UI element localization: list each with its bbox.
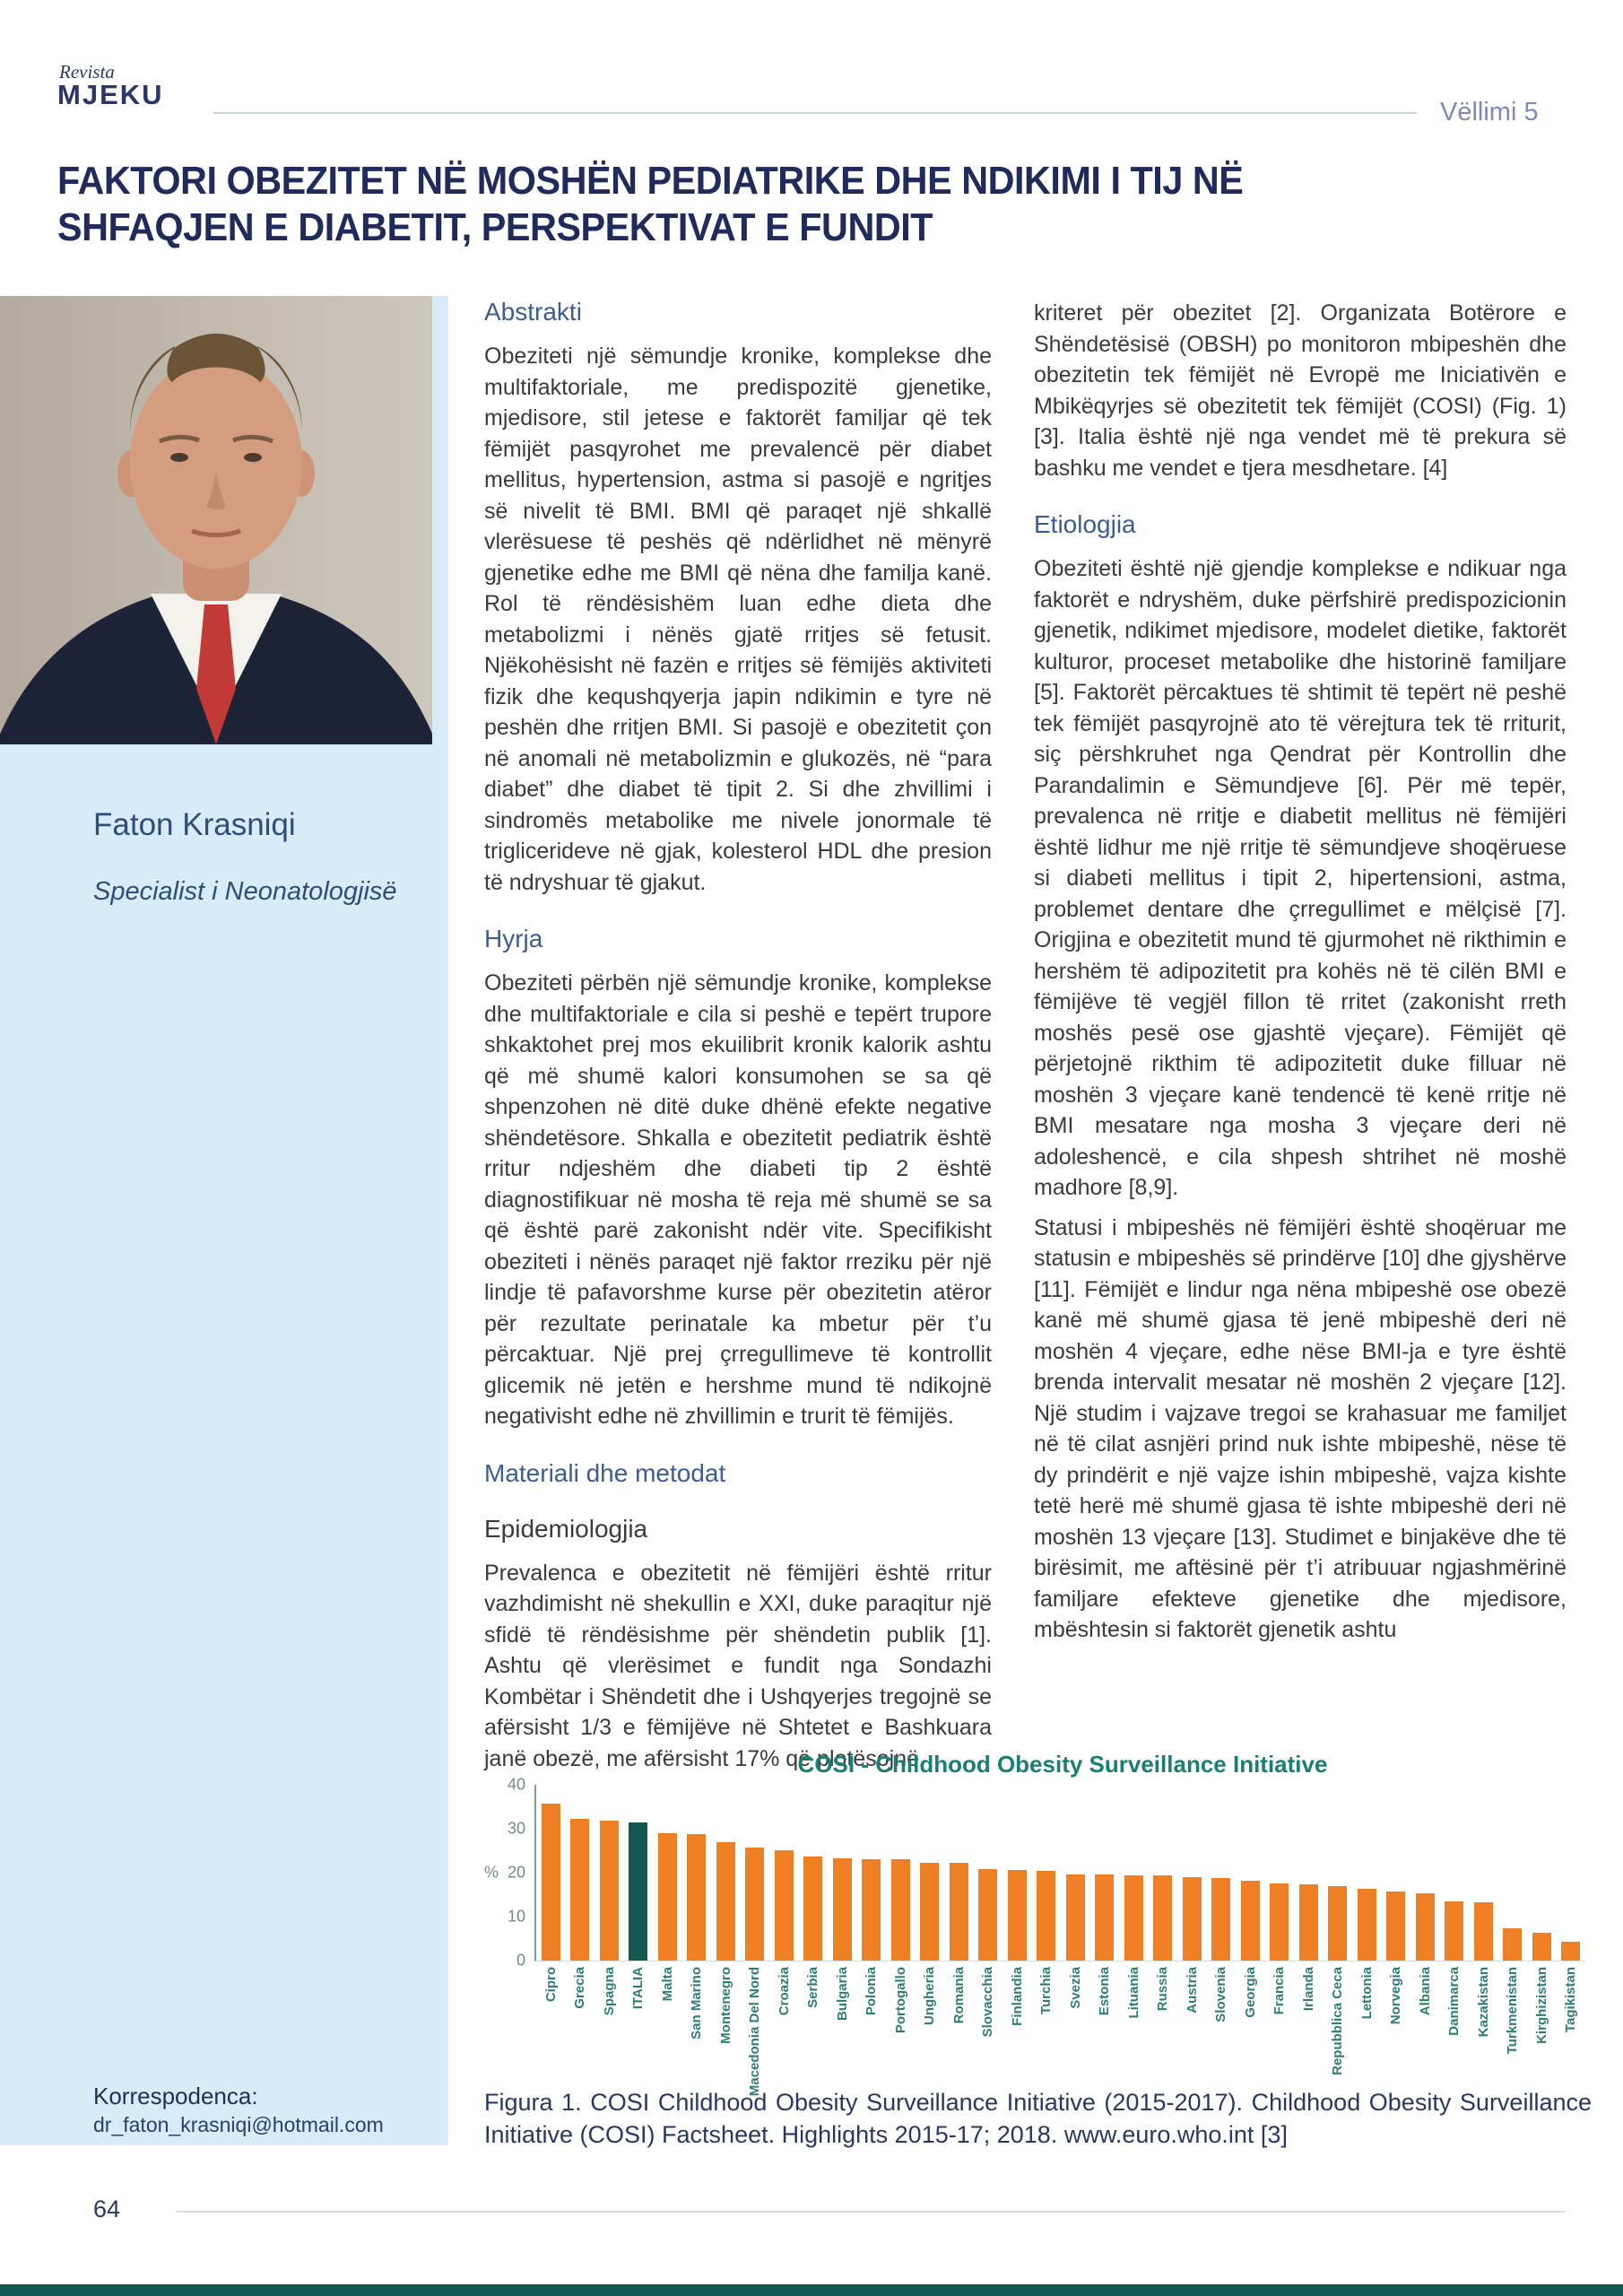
bar-portogallo	[891, 1859, 910, 1961]
section-heading: Epidemiologjia	[484, 1514, 648, 1543]
x-tick-label: Albania	[1417, 1967, 1433, 2016]
bar-kirghizistan	[1532, 1933, 1551, 1961]
bar-estonia	[1095, 1874, 1114, 1961]
section-heading: Hyrja	[484, 925, 543, 952]
bar-tagikistan	[1561, 1942, 1580, 1961]
bar-austria	[1183, 1877, 1202, 1961]
bar-italia	[629, 1822, 647, 1961]
article-title: FAKTORI OBEZITET NË MOSHËN PEDIATRIKE DHE NDIKIMI I TIJ NË SHFAQJEN E DIABETIT, PERSPEKTIVAT E FUNDIT	[57, 159, 1244, 249]
author-panel	[0, 296, 448, 2145]
x-tick-label: Turkmenistan	[1505, 1967, 1521, 2055]
x-tick-label: Ungheria	[922, 1967, 938, 2026]
bar-spagna	[600, 1821, 619, 1961]
volume-label: Vëllimi 5	[1440, 98, 1539, 126]
x-tick-label: Romania	[950, 1967, 967, 2024]
x-tick-label: Tagikistan	[1563, 1967, 1579, 2033]
bar-croazia	[775, 1850, 794, 1961]
paragraph: Prevalenca e obezitetit në fëmijëri është rritur vazhdimisht në shekullin e XXI, duke paraqitur një sfidë të rëndësishme për shëndetin publik [1]. Ashtu që vlerësimet e fundit nga Sondazhi Kombëtar i Shëndetit dhe i Ushqyerjes tregojnë se afërsisht 1/3 e fëmijëve në Shtetet e Bashkuara janë obezë, me afërsisht 17% që plotësojnë	[484, 1560, 992, 1771]
x-tick-label: Slovacchia	[980, 1967, 996, 2038]
bottom-accent-bar	[0, 2284, 1623, 2296]
section-heading: Abstrakti	[484, 298, 582, 326]
cosi-bar-chart	[484, 1751, 1585, 2119]
x-tick-label: Repubblica Ceca	[1330, 1967, 1346, 2075]
bar-turchia	[1037, 1871, 1055, 1961]
x-tick-label: Polonia	[864, 1967, 880, 2016]
x-tick-label: Kazakistan	[1475, 1967, 1491, 2038]
column-middle	[484, 298, 992, 1783]
bar-san-marino	[687, 1834, 706, 1961]
bar-slovacchia	[978, 1869, 997, 1961]
y-tick-label: 10	[507, 1907, 525, 1926]
figure-caption: Figura 1. COSI Childhood Obesity Surveillance Initiative (2015-2017). Childhood Obesity Surveillance Initiative (COSI) Factsheet. Highlights 2015-17; 2018. www.euro.who.int [3]	[484, 2089, 1592, 2149]
x-tick-label: Malta	[659, 1967, 675, 2002]
chart-plot-area	[534, 1785, 1585, 1961]
paragraph: Statusi i mbipeshës në fëmijëri është shoqëruar me statusin e mbipeshës së prindërve [10] dhe gjyshërve [11]. Fëmijët e lindur nga nëna mbipeshë ose obezë kanë më shumë gjasa të jenë mbipeshë deri në moshën 4 vjeçare, edhe nëse BMI-ja e tyre është brenda intervalit mesatar në moshën 2 vjeçare [12]. Një studim i vajzave tregoi se krahasuar me familjet në të cilat asnjëri prind nuk ishte mbipeshë, nëse të dy prindërit e një vajze ishin mbipeshë, vajza kishte tetë herë më shumë gjasa të ishte mbipeshë deri në moshën 13 vjeçare [13]. Studimet e binjakëve dhe të birësimit, me aftësinë për t’i atribuuar ngjashmërinë familjare efekteve gjenetike dhe mjedisore, mbështesin si faktorët gjenetik ashtu	[1034, 1214, 1567, 1642]
x-tick-label: Lituania	[1125, 1967, 1141, 2019]
bar-finlandia	[1008, 1870, 1027, 1961]
x-tick-label: Irlanda	[1300, 1967, 1316, 2012]
author-photo	[0, 296, 432, 744]
bar-macedonia-del-nord	[745, 1848, 764, 1961]
bar-georgia	[1241, 1881, 1260, 1961]
chart-title: COSI - Childhood Obesity Surveillance Initiative	[797, 1751, 1328, 1778]
bar-repubblica-ceca	[1328, 1886, 1347, 1961]
chart-y-axis	[484, 1775, 534, 1970]
bar-polonia	[862, 1859, 881, 1961]
x-tick-label: Norvegia	[1388, 1967, 1404, 2025]
x-tick-label: Spagna	[601, 1967, 617, 2016]
paragraph: Obeziteti një sëmundje kronike, komplekse dhe multifaktoriale, me predispozitë gjenetike, mjedisore, stil jetese e faktorët familjar që tek fëmijët pasqyrohet me prevalencë për diabet mellitus, hypertension, astma si pasojë e ngritjes së nivelit të BMI. BMI që paraqet një shkallë vlerësuese të peshës që ndërlidhet në mënyrë gjenetike edhe me BMI që nëna dhe familja kanë. Rol të rëndësishëm luan edhe dieta dhe metabolizmi i nënës gjatë rritjes së fetusit. Njëkohësisht në fazën e rritjes së fëmijës aktiviteti fizik dhe kequshqyerja japin ndikimin e tyre në peshën dhe rritjen BMI. Si pasojë e obezitetit çon në anomali në metabolizmin e glukozës, në “para diabet” dhe diabet të tipit 2. Si dhe zhvillimi i sindromës metabolike me nivele jonormale të triglicerideve në gjak, kolesterol HDL dhe presion të ndryshuar të gjakut.	[484, 344, 992, 895]
x-tick-label: Finlandia	[1009, 1967, 1025, 2026]
bar-russia	[1153, 1875, 1172, 1961]
y-tick-label: 20	[507, 1863, 525, 1882]
x-tick-label: Svezia	[1067, 1967, 1083, 2009]
bar-albania	[1416, 1893, 1435, 1961]
x-tick-label: Croazia	[776, 1967, 792, 2016]
chart-y-axis-unit: %	[484, 1863, 499, 1882]
x-tick-label: San Marino	[689, 1967, 705, 2039]
x-tick-label: ITALIA	[630, 1967, 647, 2010]
x-tick-label: Serbia	[805, 1967, 821, 2008]
bar-romania	[950, 1863, 968, 1961]
paragraph: kriteret për obezitet [2]. Organizata Botërore e Shëndetësisë (OBSH) po monitoron mbipeshën dhe obezitetin tek fëmijët në Evropë me Iniciativën e Mbikëqyrjes së obezitetit tek fëmijët (COSI) (Fig. 1) [3]. Italia është një nga vendet më të prekura së bashku me vendet e tjera mesdhetare. [4]	[1034, 300, 1567, 481]
journal-logo-mjeku: MJEKU	[57, 79, 164, 110]
x-tick-label: Portogallo	[892, 1967, 908, 2034]
x-tick-label: Estonia	[1097, 1967, 1113, 2016]
y-tick-label: 40	[507, 1775, 525, 1794]
x-tick-label: Georgia	[1242, 1967, 1258, 2018]
bar-slovenia	[1211, 1878, 1230, 1961]
bar-cipro	[542, 1804, 560, 1961]
bar-grecia	[570, 1819, 589, 1961]
x-tick-label: Grecia	[572, 1967, 588, 2009]
correspondence-email: dr_faton_krasniqi@hotmail.com	[93, 2113, 384, 2136]
bar-ungheria	[920, 1863, 939, 1961]
y-tick-label: 0	[516, 1951, 525, 1970]
bar-kazakistan	[1474, 1902, 1493, 1961]
section-heading: Etiologjia	[1034, 510, 1136, 538]
x-tick-label: Kirghizistan	[1533, 1967, 1549, 2044]
y-tick-label: 30	[507, 1819, 525, 1838]
author-name: Faton Krasniqi	[93, 807, 296, 842]
bar-lituania	[1124, 1875, 1143, 1961]
x-tick-label: Russia	[1155, 1967, 1171, 2012]
x-tick-label: Austria	[1184, 1967, 1200, 2013]
bar-svezia	[1066, 1874, 1085, 1961]
footer-divider	[176, 2211, 1565, 2213]
bar-norvegia	[1386, 1892, 1405, 1961]
x-tick-label: Montenegro	[717, 1967, 733, 2044]
x-tick-label: Lettonia	[1358, 1967, 1375, 2020]
author-role: Specialist i Neonatologjisë	[93, 877, 397, 906]
x-tick-label: Danimarca	[1446, 1967, 1462, 2036]
bar-serbia	[803, 1857, 822, 1961]
bar-montenegro	[716, 1842, 735, 1961]
x-tick-label: Cipro	[542, 1967, 559, 2003]
paragraph: Obeziteti përbën një sëmundje kronike, komplekse dhe multifaktoriale e cila si peshë e tepërt trupore shkaktohet prej mos ekuilibrit kronik kalorik ashtu që më shumë kalori konsumohen se sa që shpenzohen në ditë duke dhënë efekte negative shëndetësore. Shkalla e obezitetit pediatrik është rritur ndjeshëm dhe diabeti tip 2 është diagnostifikuar në mosha të reja më shumë se sa që është parë zakonisht ndër vite. Specifikisht obeziteti i nënës paraqet një faktor rreziku për një lindje të pafavorshme kurse për obezitetin atëror për rezultate perinatale ka mbetur për t’u përcaktuar. Një prej çrregullimeve të kontrollit glicemik në jetën e hershme mund të ndikojnë negativisht edhe në zhvillimin e trurit të fëmijës.	[484, 970, 992, 1429]
section-heading: Materiali dhe metodat	[484, 1458, 726, 1487]
x-tick-label: Slovenia	[1213, 1967, 1229, 2022]
header-divider	[213, 112, 1417, 114]
x-tick-label: Turchia	[1038, 1967, 1055, 2015]
column-right	[1034, 298, 1567, 1655]
paragraph: Obeziteti është një gjendje komplekse e ndikuar nga faktorët e ndryshëm, duke përfshirë predispozicionin gjenetik, ndikimet mjedisore, modelet dietike, faktorët kulturor, proceset metabolike dhe historinë familjare [5]. Faktorët përcaktues të shtimit të tepërt në peshë tek fëmijët pasqyrojnë ato të vërejtura tek të rriturit, siç përshkruhet nga Qendrat për Kontrollin dhe Parandalimin e Sëmundjeve [6]. Për më tepër, prevalenca në rritje e diabetit mellitus në fëmijëri është lidhur me një rritje të sëmundjeve shoqëruese si diabeti mellitus i tipit 2, hipertensioni, astma, problemet dentare dhe çrregullimet e mëlçisë [7]. Origjina e obezitetit mund të gjurmohet në rikthimin e hershëm të adipozitetit pra kohës në të cilën BMI e fëmijëve të vegjël fillon të rritet (zakonisht rreth moshës pesë ose gjashtë vjeçare). Fëmijët që përjetojnë rikthim të adipozitetit duke filluar në moshën 3 vjeçare kanë tendencë të kenë rritje në BMI mesatare nga mosha 3 vjeçare deri në adoleshencë, e cila shpesh shtrihet në moshë madhore [8,9].	[1034, 556, 1567, 1200]
x-tick-label: Bulgaria	[834, 1967, 850, 2022]
x-tick-label: Macedonia Del Nord	[747, 1967, 763, 2097]
correspondence-label: Korrespodenca:	[93, 2083, 258, 2109]
bar-irlanda	[1299, 1884, 1318, 1961]
journal-logo-revista: Revista	[59, 61, 115, 83]
bar-lettonia	[1358, 1889, 1376, 1961]
bar-malta	[658, 1833, 677, 1961]
bar-turkmenistan	[1503, 1928, 1522, 1961]
bar-francia	[1270, 1883, 1289, 1961]
bar-danimarca	[1445, 1901, 1463, 1961]
x-tick-label: Francia	[1271, 1967, 1288, 2015]
bar-bulgaria	[833, 1858, 852, 1961]
page-number: 64	[93, 2196, 121, 2222]
